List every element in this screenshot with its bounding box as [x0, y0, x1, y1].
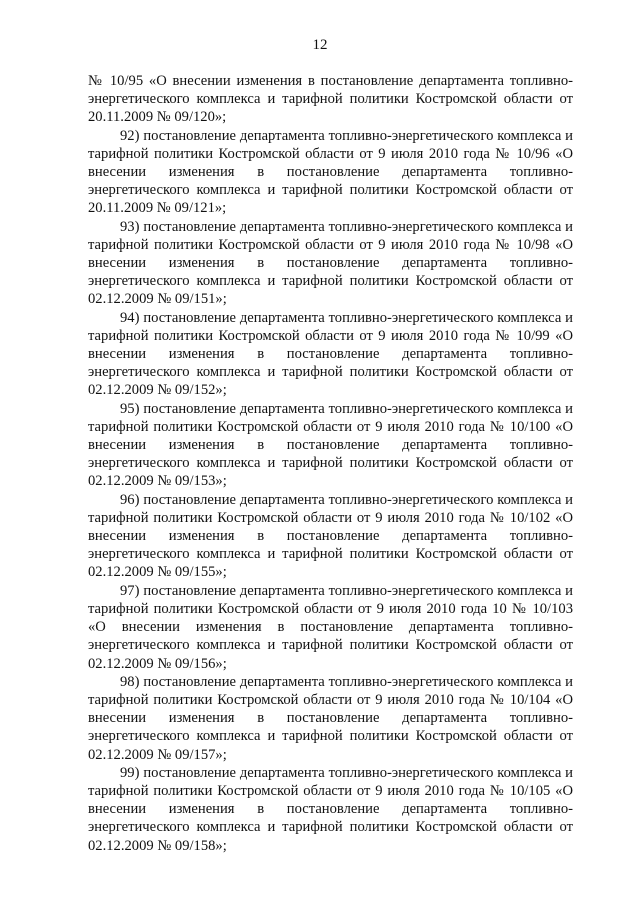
paragraph-item-96: 96) постановление департамента топливно-энергетического комплекса и тарифной политики Костромской области от 9 июля 2010 года № 10/102 «О внесении изменения в постановление департамента топливно-энергетического комплекса и тарифной политики Костромской области от 02.12.2009 № 09/155»;	[88, 491, 573, 581]
document-body	[88, 72, 573, 855]
paragraph-item-97: 97) постановление департамента топливно-энергетического комплекса и тарифной политики Костромской области от 9 июля 2010 года 10 № 10/103 «О внесении изменения в постановление департамента топливно-энергетического комплекса и тарифной политики Костромской области от 02.12.2009 № 09/156»;	[88, 582, 573, 672]
paragraph-item-98: 98) постановление департамента топливно-энергетического комплекса и тарифной политики Костромской области от 9 июля 2010 года № 10/104 «О внесении изменения в постановление департамента топливно-энергетического комплекса и тарифной политики Костромской области от 02.12.2009 № 09/157»;	[88, 673, 573, 763]
paragraph-item-95: 95) постановление департамента топливно-энергетического комплекса и тарифной политики Костромской области от 9 июля 2010 года № 10/100 «О внесении изменения в постановление департамента топливно-энергетического комплекса и тарифной политики Костромской области от 02.12.2009 № 09/153»;	[88, 400, 573, 490]
paragraph-item-93: 93) постановление департамента топливно-энергетического комплекса и тарифной политики Костромской области от 9 июля 2010 года № 10/98 «О внесении изменения в постановление департамента топливно-энергетического комплекса и тарифной политики Костромской области от 02.12.2009 № 09/151»;	[88, 218, 573, 308]
paragraph-item-99: 99) постановление департамента топливно-энергетического комплекса и тарифной политики Костромской области от 9 июля 2010 года № 10/105 «О внесении изменения в постановление департамента топливно-энергетического комплекса и тарифной политики Костромской области от 02.12.2009 № 09/158»;	[88, 764, 573, 854]
paragraph-continuation: № 10/95 «О внесении изменения в постановление департамента топливно-энергетического комплекса и тарифной политики Костромской области от 20.11.2009 № 09/120»;	[88, 73, 573, 126]
paragraph-item-94: 94) постановление департамента топливно-энергетического комплекса и тарифной политики Костромской области от 9 июля 2010 года № 10/99 «О внесении изменения в постановление департамента топливно-энергетического комплекса и тарифной политики Костромской области от 02.12.2009 № 09/152»;	[88, 309, 573, 399]
paragraph-item-92: 92) постановление департамента топливно-энергетического комплекса и тарифной политики Костромской области от 9 июля 2010 года № 10/96 «О внесении изменения в постановление департамента топливно-энергетического комплекса и тарифной политики Костромской области от 20.11.2009 № 09/121»;	[88, 127, 573, 217]
page-number: 12	[312, 37, 328, 53]
